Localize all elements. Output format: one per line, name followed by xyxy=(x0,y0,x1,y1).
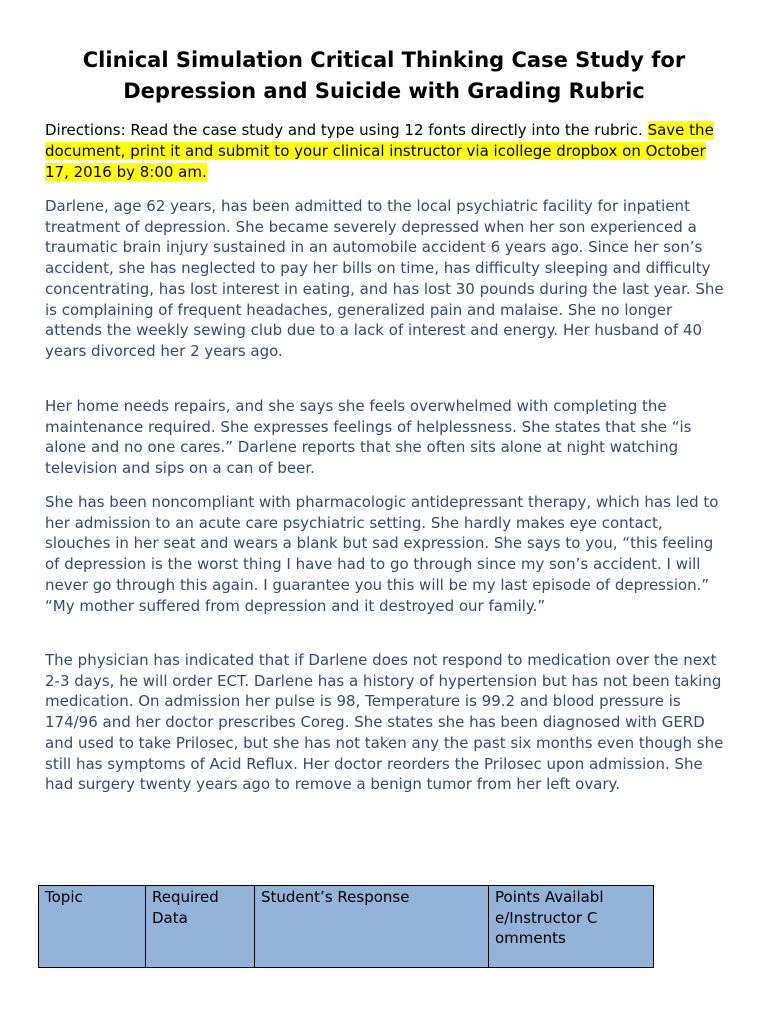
rubric-header-points-label: Points Available/Instructor Comments xyxy=(495,888,604,948)
grading-rubric-table xyxy=(38,885,654,968)
case-paragraph-4: The physician has indicated that if Darlene does not respond to medication over the next 2-3 days, he will order ECT. Darlene has a history of hypertension but has not been taking medication. On admission her pulse is 98, Temperature is 99.2 and blood pressure is 174/96 and her doctor prescribes Coreg. She states she has been diagnosed with GERD and used to take Prilosec, but she has not taken any the past six months even though she still has symptoms of Acid Reflux. Her doctor reorders the Prilosec upon admission. She had surgery twenty years ago to remove a benign tumor from her left ovary. xyxy=(45,651,724,794)
rubric-header-row xyxy=(39,886,654,968)
rubric-header-student-response: Student’s Response xyxy=(255,886,489,968)
directions-normal-text: Directions: Read the case study and type using 12 fonts directly into the rubric. xyxy=(45,121,648,139)
case-paragraph-3: She has been noncompliant with pharmacologic antidepressant therapy, which has led to her admission to an acute care psychiatric setting. She hardly makes eye contact, slouches in her seat and wears a blank but sad expression. She says to you, “this feeling of depression is the worst thing I have had to go through since my son’s accident. I will never go through this again. I guarantee you this will be my last episode of depression.” “My mother suffered from depression and it destroyed our family.” xyxy=(45,493,719,615)
rubric-header-points xyxy=(489,886,654,968)
rubric-header-topic: Topic xyxy=(39,886,146,968)
case-paragraph-2: Her home needs repairs, and she says she feels overwhelmed with completing the maintenance required. She expresses feelings of helplessness. She states that she “is alone and no one cares.” Darlene reports that she often sits alone at night watching television and sips on a can of beer. xyxy=(45,397,692,478)
directions-highlighted-text: Save the document, print it and submit to your clinical instructor via icollege dropbox on October 17, 2016 by 8:00 am. xyxy=(45,121,714,181)
directions-text xyxy=(45,120,725,183)
rubric-header-required-data: Required Data xyxy=(146,886,255,968)
document-title: Clinical Simulation Critical Thinking Case Study for Depression and Suicide with Grading Rubric xyxy=(82,48,686,103)
case-paragraph-1: Darlene, age 62 years, has been admitted to the local psychiatric facility for inpatient treatment of depression. She became severely depressed when her son experienced a traumatic brain injury sustained in an automobile accident 6 years ago. Since her son’s accident, she has neglected to pay her bills on time, has difficulty sleeping and difficulty concentrating, has lost interest in eating, and has lost 30 pounds during the last year. She is complaining of frequent headaches, generalized pain and malaise. She no longer attends the weekly sewing club due to a lack of interest and energy. Her husband of 40 years divorced her 2 years ago. xyxy=(45,197,724,360)
